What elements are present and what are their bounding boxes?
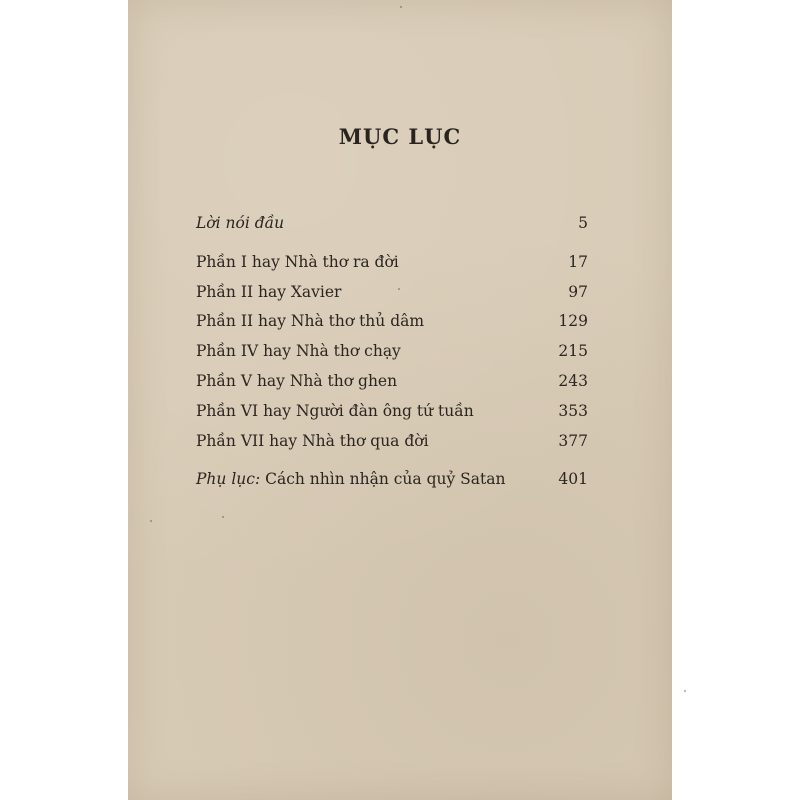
toc-entry-part-2 (196, 281, 588, 303)
toc-entry-page: 17 (568, 253, 588, 271)
toc-entry-page: 97 (568, 283, 588, 301)
toc-entry-label: Phần II hay Xavier (196, 283, 342, 301)
toc-entry-page: 243 (558, 372, 588, 390)
paper-speck (222, 516, 224, 518)
toc-entry-page: 129 (558, 312, 588, 330)
toc-entry-label: Phần I hay Nhà thơ ra đời (196, 253, 399, 271)
appendix-prefix: Phụ lục: (196, 470, 261, 488)
toc-entry-label (196, 468, 505, 490)
toc-entry-part-5 (196, 370, 588, 392)
page-title: MỤC LỤC (338, 124, 462, 149)
toc-entry-part-3 (196, 310, 588, 332)
toc-entry-preface (196, 212, 588, 234)
paper-speck (150, 520, 152, 522)
paper-speck (400, 6, 402, 8)
paper-speck (398, 288, 400, 290)
toc-entry-label: Phần IV hay Nhà thơ chạy (196, 342, 401, 360)
paper-speck (684, 690, 686, 692)
toc-entry-appendix (196, 468, 588, 490)
toc-entry-page: 353 (558, 402, 588, 420)
toc-entry-label: Phần VII hay Nhà thơ qua đời (196, 432, 429, 450)
toc-entry-page: 377 (558, 432, 588, 450)
toc-entry-label: Phần VI hay Người đàn ông tứ tuần (196, 402, 474, 420)
toc-entry-part-4 (196, 340, 588, 362)
toc-entry-part-1 (196, 251, 588, 273)
toc-entry-page: 215 (558, 342, 588, 360)
toc-entry-page: 5 (578, 214, 588, 232)
toc-entry-page: 401 (558, 470, 588, 488)
book-page (128, 0, 672, 800)
toc-entry-label: Phần V hay Nhà thơ ghen (196, 372, 398, 390)
appendix-title: Cách nhìn nhận của quỷ Satan (260, 470, 506, 488)
toc-entry-label: Lời nói đầu (196, 214, 285, 232)
toc-entry-label: Phần II hay Nhà thơ thủ dâm (196, 312, 425, 330)
toc-entry-part-6 (196, 400, 588, 422)
toc-entry-part-7 (196, 430, 588, 452)
